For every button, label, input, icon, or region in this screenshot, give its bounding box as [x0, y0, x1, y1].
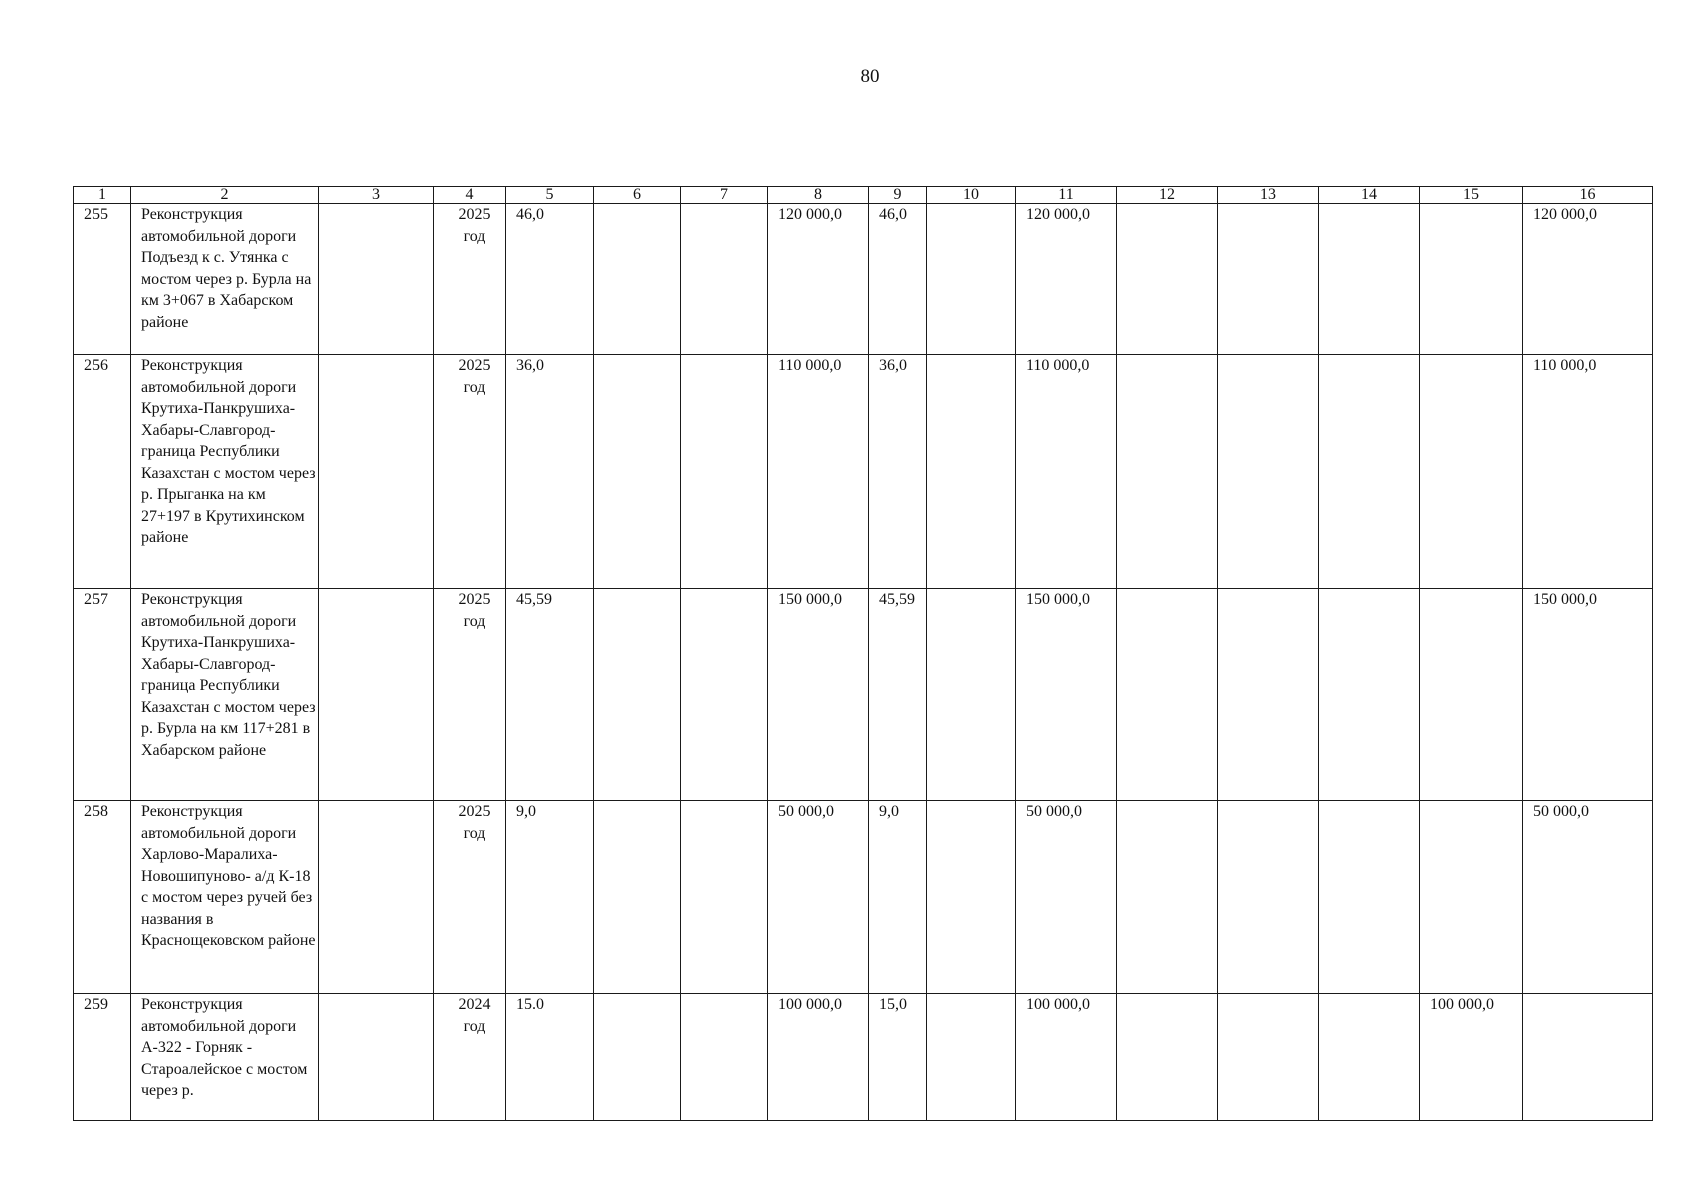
cell-col-10 [927, 994, 1016, 1121]
year-value: 2025 [458, 591, 491, 608]
column-header: 9 [869, 187, 927, 204]
page-number: 80 [860, 66, 880, 87]
cell-col-12 [1117, 589, 1218, 801]
cell-col-9: 15,0 [869, 994, 927, 1121]
column-header: 4 [434, 187, 506, 204]
cell-col-11: 100 000,0 [1016, 994, 1117, 1121]
cell-col-16: 50 000,0 [1523, 801, 1653, 994]
year-cell [434, 589, 506, 801]
cell-col-5: 45,59 [506, 589, 594, 801]
cell-col-16: 120 000,0 [1523, 204, 1653, 355]
cell-col-13 [1218, 801, 1319, 994]
cell-col-10 [927, 801, 1016, 994]
table-row [74, 204, 1653, 355]
year-unit: год [463, 378, 486, 396]
column-header: 5 [506, 187, 594, 204]
column-header: 8 [768, 187, 869, 204]
cell-col-10 [927, 204, 1016, 355]
cell-col-13 [1218, 589, 1319, 801]
cell-col-12 [1117, 204, 1218, 355]
cell-col-3 [319, 355, 434, 589]
table-row [74, 801, 1653, 994]
cell-col-5: 36,0 [506, 355, 594, 589]
cell-col-15 [1420, 355, 1523, 589]
cell-col-9: 45,59 [869, 589, 927, 801]
year-value: 2025 [458, 803, 491, 820]
year-cell [434, 355, 506, 589]
cell-col-7 [681, 589, 768, 801]
cell-col-8: 120 000,0 [768, 204, 869, 355]
column-header: 15 [1420, 187, 1523, 204]
cell-col-13 [1218, 994, 1319, 1121]
row-number: 259 [74, 994, 131, 1121]
year-unit: год [463, 824, 486, 842]
cell-col-15: 100 000,0 [1420, 994, 1523, 1121]
year-unit: год [463, 227, 486, 245]
investment-table [73, 186, 1653, 1121]
cell-col-12 [1117, 994, 1218, 1121]
cell-col-8: 100 000,0 [768, 994, 869, 1121]
cell-col-7 [681, 994, 768, 1121]
cell-col-3 [319, 589, 434, 801]
row-number: 258 [74, 801, 131, 994]
cell-col-15 [1420, 801, 1523, 994]
cell-col-6 [594, 801, 681, 994]
year-unit: год [463, 1017, 486, 1035]
cell-col-7 [681, 204, 768, 355]
cell-col-14 [1319, 994, 1420, 1121]
cell-col-5: 9,0 [506, 801, 594, 994]
row-number: 255 [74, 204, 131, 355]
cell-col-10 [927, 355, 1016, 589]
column-header: 11 [1016, 187, 1117, 204]
cell-col-6 [594, 204, 681, 355]
cell-col-14 [1319, 801, 1420, 994]
column-header: 7 [681, 187, 768, 204]
cell-col-12 [1117, 355, 1218, 589]
cell-col-14 [1319, 204, 1420, 355]
table-row [74, 589, 1653, 801]
row-number: 256 [74, 355, 131, 589]
cell-col-15 [1420, 204, 1523, 355]
cell-col-9: 46,0 [869, 204, 927, 355]
cell-col-10 [927, 589, 1016, 801]
column-header: 14 [1319, 187, 1420, 204]
cell-col-14 [1319, 355, 1420, 589]
cell-col-3 [319, 204, 434, 355]
column-number-row [74, 187, 1653, 204]
cell-col-11: 50 000,0 [1016, 801, 1117, 994]
cell-col-6 [594, 355, 681, 589]
column-header: 2 [131, 187, 319, 204]
column-header: 1 [74, 187, 131, 204]
year-value: 2025 [458, 206, 491, 223]
cell-col-12 [1117, 801, 1218, 994]
cell-col-3 [319, 994, 434, 1121]
cell-col-6 [594, 589, 681, 801]
object-name: Реконструкция автомобильной дороги Крутиха-Панкрушиха-Хабары-Славгород-граница Республики Казахстан с мостом через р. Бурла на км 117+281 в Хабарском районе [131, 589, 319, 801]
table-row [74, 355, 1653, 589]
cell-col-15 [1420, 589, 1523, 801]
cell-col-7 [681, 355, 768, 589]
column-header: 6 [594, 187, 681, 204]
column-header: 3 [319, 187, 434, 204]
object-name: Реконструкция автомобильной дороги Крутиха-Панкрушиха-Хабары-Славгород-граница Республики Казахстан с мостом через р. Прыганка на км 27+197 в Крутихинском районе [131, 355, 319, 589]
year-cell [434, 994, 506, 1121]
object-name: Реконструкция автомобильной дороги А-322 - Горняк - Староалейское с мостом через р. [131, 994, 319, 1121]
cell-col-8: 110 000,0 [768, 355, 869, 589]
cell-col-8: 50 000,0 [768, 801, 869, 994]
cell-col-7 [681, 801, 768, 994]
row-number: 257 [74, 589, 131, 801]
cell-col-16: 110 000,0 [1523, 355, 1653, 589]
cell-col-16 [1523, 994, 1653, 1121]
cell-col-9: 36,0 [869, 355, 927, 589]
object-name: Реконструкция автомобильной дороги Харлово-Маралиха-Новошипуново- а/д К-18 с мостом через ручей без названия в Краснощековском районе [131, 801, 319, 994]
year-cell [434, 801, 506, 994]
cell-col-3 [319, 801, 434, 994]
column-header: 10 [927, 187, 1016, 204]
table-row [74, 994, 1653, 1121]
cell-col-13 [1218, 355, 1319, 589]
cell-col-11: 120 000,0 [1016, 204, 1117, 355]
year-cell [434, 204, 506, 355]
cell-col-14 [1319, 589, 1420, 801]
year-unit: год [463, 612, 486, 630]
cell-col-5: 15.0 [506, 994, 594, 1121]
cell-col-8: 150 000,0 [768, 589, 869, 801]
year-value: 2024 [458, 996, 491, 1013]
cell-col-11: 110 000,0 [1016, 355, 1117, 589]
cell-col-6 [594, 994, 681, 1121]
column-header: 12 [1117, 187, 1218, 204]
column-header: 16 [1523, 187, 1653, 204]
column-header: 13 [1218, 187, 1319, 204]
cell-col-16: 150 000,0 [1523, 589, 1653, 801]
cell-col-5: 46,0 [506, 204, 594, 355]
object-name: Реконструкция автомобильной дороги Подъезд к с. Утянка с мостом через р. Бурла на км 3+067 в Хабарском районе [131, 204, 319, 355]
cell-col-11: 150 000,0 [1016, 589, 1117, 801]
cell-col-9: 9,0 [869, 801, 927, 994]
year-value: 2025 [458, 357, 491, 374]
cell-col-13 [1218, 204, 1319, 355]
